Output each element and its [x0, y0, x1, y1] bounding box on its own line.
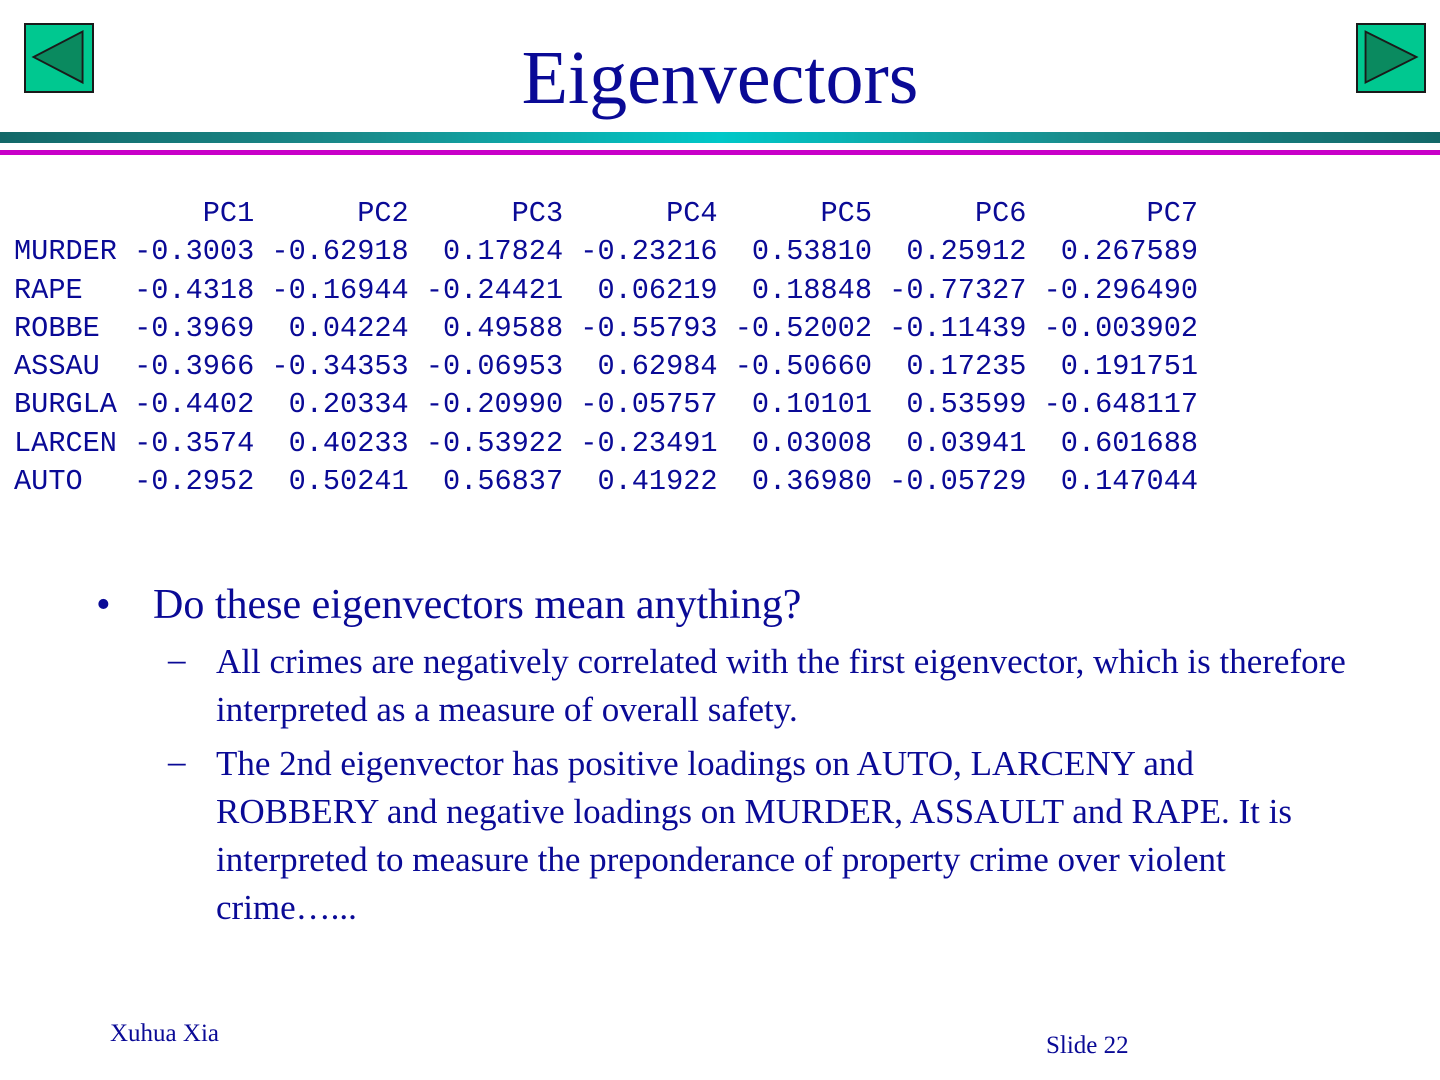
table-row-label: ASSAU: [14, 350, 117, 384]
table-row: [14, 272, 1198, 310]
table-cell: 0.04224: [254, 311, 409, 345]
table-cell: 0.53599: [872, 388, 1027, 422]
bullet-main: [96, 578, 1356, 632]
table-cell: -0.23216: [563, 235, 718, 269]
table-header-cell: PC7: [1026, 197, 1199, 230]
table-cell: 0.03008: [717, 426, 872, 460]
table-row-label: ROBBE: [14, 311, 117, 345]
table-row-label: AUTO: [14, 465, 117, 499]
title-rule-magenta: [0, 150, 1440, 155]
table-header-cell: PC6: [872, 197, 1027, 230]
triangle-right-icon: [1358, 25, 1424, 91]
table-header-cell: PC4: [563, 197, 718, 230]
table-cell: 0.41922: [563, 465, 718, 499]
table-cell: -0.23491: [563, 426, 718, 460]
table-cell: -0.05729: [872, 465, 1027, 499]
table-row: [14, 310, 1198, 348]
table-cell: -0.11439: [872, 311, 1027, 345]
table-cell: 0.06219: [563, 273, 718, 307]
table-cell: 0.36980: [717, 465, 872, 499]
footer-author: Xuhua Xia: [110, 1020, 219, 1047]
table-cell: 0.62984: [563, 350, 718, 384]
table-row-label: MURDER: [14, 235, 117, 269]
table-cell: 0.267589: [1026, 235, 1199, 269]
table-cell: -0.2952: [116, 465, 255, 499]
table-header-cell: [14, 197, 117, 230]
table-cell: 0.191751: [1026, 350, 1199, 384]
table-cell: 0.25912: [872, 235, 1027, 269]
table-cell: -0.77327: [872, 273, 1027, 307]
table-cell: -0.648117: [1026, 388, 1199, 422]
sub-bullet-2: [96, 740, 1356, 932]
table-cell: 0.50241: [254, 465, 409, 499]
table-cell: -0.50660: [717, 350, 872, 384]
table-cell: -0.296490: [1026, 273, 1199, 307]
table-cell: -0.20990: [408, 388, 564, 422]
table-cell: -0.4318: [116, 273, 255, 307]
eigenvector-table: [14, 195, 1198, 501]
footer-slide-number: Slide 22: [1046, 1032, 1129, 1059]
table-header-cell: PC5: [717, 197, 872, 230]
table-row: [14, 425, 1198, 463]
dash-marker: –: [168, 640, 186, 679]
table-cell: 0.18848: [717, 273, 872, 307]
table-header-cell: PC3: [408, 197, 564, 230]
bullet-marker: •: [96, 582, 111, 628]
table-cell: -0.3003: [116, 235, 255, 269]
dash-marker: –: [168, 742, 186, 781]
table-row: [14, 463, 1198, 501]
table-cell: -0.24421: [408, 273, 564, 307]
table-header-row: [14, 195, 1198, 233]
table-cell: -0.05757: [563, 388, 718, 422]
table-cell: 0.601688: [1026, 426, 1199, 460]
table-row: [14, 233, 1198, 271]
table-cell: 0.17235: [872, 350, 1027, 384]
slide-title: Eigenvectors: [521, 36, 919, 120]
table-header-cell: PC2: [254, 197, 409, 230]
table-cell: -0.52002: [717, 311, 872, 345]
table-cell: -0.16944: [254, 273, 409, 307]
bullet-main-text: Do these eigenvectors mean anything?: [153, 582, 802, 628]
table-row-label: BURGLA: [14, 388, 117, 422]
table-cell: -0.003902: [1026, 311, 1199, 345]
title-rule-teal: [0, 132, 1440, 143]
table-cell: -0.3969: [116, 311, 255, 345]
table-cell: 0.40233: [254, 426, 409, 460]
table-cell: 0.49588: [408, 311, 564, 345]
sub-bullet-1-text: All crimes are negatively correlated with the first eigenvector, which is therefore interpreted as a measure of overall safety.: [216, 642, 1346, 729]
table-cell: 0.10101: [717, 388, 872, 422]
table-cell: -0.62918: [254, 235, 409, 269]
table-cell: 0.20334: [254, 388, 409, 422]
table-cell: 0.56837: [408, 465, 564, 499]
sub-bullet-2-text: The 2nd eigenvector has positive loadings on AUTO, LARCENY and ROBBERY and negative loadings on MURDER, ASSAULT and RAPE. It is interpreted to measure the preponderance of property crime over violent crime…...: [216, 744, 1292, 927]
table-cell: 0.17824: [408, 235, 564, 269]
table-cell: -0.3966: [116, 350, 255, 384]
table-cell: 0.53810: [717, 235, 872, 269]
table-cell: -0.3574: [116, 426, 255, 460]
table-cell: -0.4402: [116, 388, 255, 422]
table-cell: -0.34353: [254, 350, 409, 384]
table-row-label: RAPE: [14, 273, 117, 307]
next-slide-button[interactable]: [1356, 23, 1426, 93]
table-row: [14, 386, 1198, 424]
sub-bullet-1: [96, 638, 1356, 734]
bullet-list: [96, 578, 1356, 932]
table-cell: -0.55793: [563, 311, 718, 345]
table-cell: -0.06953: [408, 350, 564, 384]
table-header-cell: PC1: [116, 197, 255, 230]
table-row-label: LARCEN: [14, 426, 117, 460]
table-cell: 0.147044: [1026, 465, 1199, 499]
table-row: [14, 348, 1198, 386]
table-cell: 0.03941: [872, 426, 1027, 460]
table-cell: -0.53922: [408, 426, 564, 460]
